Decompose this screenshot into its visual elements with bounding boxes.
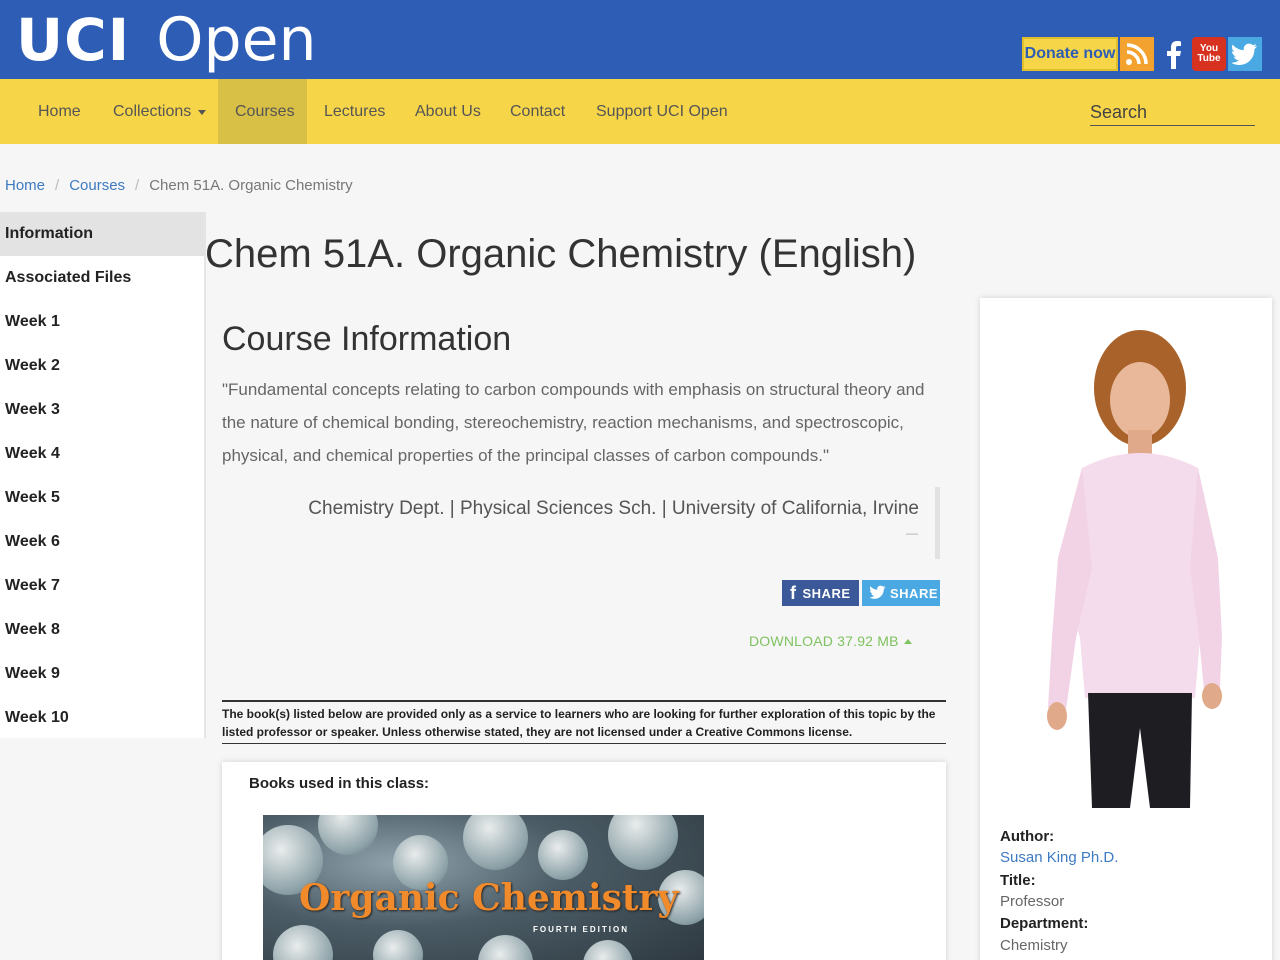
breadcrumb-separator: / xyxy=(55,177,60,194)
download-label: DOWNLOAD 37.92 MB xyxy=(749,633,899,649)
books-title: Books used in this class: xyxy=(249,775,430,792)
book-cover-image[interactable] xyxy=(263,815,704,960)
nav-collections[interactable] xyxy=(113,79,206,144)
sidebar-item-week-1[interactable]: Week 1 xyxy=(5,313,60,330)
book-cover-edition: FOURTH EDITION xyxy=(533,925,629,934)
social-links xyxy=(1022,37,1262,71)
course-description: "Fundamental concepts relating to carbon compounds with emphasis on structural theory and the nature of chemical bonding, stereochemistry, reaction mechanisms, and spectroscopic, physical, and chemical properties of the principal classes of carbon compounds." xyxy=(222,380,925,465)
sidebar-item-week-5[interactable]: Week 5 xyxy=(5,489,60,506)
department-label: Department: xyxy=(1000,915,1089,932)
title-value: Professor xyxy=(1000,893,1065,910)
book-cover-decoration xyxy=(608,815,678,870)
breadcrumb-current: Chem 51A. Organic Chemistry xyxy=(149,177,353,194)
facebook-icon: f xyxy=(790,582,797,603)
main-navigation xyxy=(0,79,1280,144)
sidebar-item-week-3[interactable]: Week 3 xyxy=(5,401,60,418)
breadcrumb-courses[interactable]: Courses xyxy=(69,177,126,194)
nav-courses[interactable]: Courses xyxy=(218,79,307,144)
twitter-share-button[interactable] xyxy=(862,580,940,606)
nav-lectures[interactable]: Lectures xyxy=(324,102,386,120)
nav-home[interactable]: Home xyxy=(38,102,81,120)
rss-icon[interactable] xyxy=(1120,37,1154,71)
breadcrumb xyxy=(5,177,353,194)
nav-about-us[interactable]: About Us xyxy=(415,102,481,120)
title-label: Title: xyxy=(1000,872,1036,889)
department-line: Chemistry Dept. | Physical Sciences Sch. | University of California, Irvine xyxy=(308,498,919,519)
sidebar-item-week-6[interactable]: Week 6 xyxy=(5,533,60,550)
nav-contact[interactable]: Contact xyxy=(510,102,566,120)
youtube-icon-text-you: You xyxy=(1199,43,1219,54)
department-dash: — xyxy=(906,526,918,540)
book-cover-decoration xyxy=(373,930,423,960)
section-title-course-information: Course Information xyxy=(222,320,512,358)
book-cover-decoration xyxy=(583,940,633,960)
book-cover-decoration xyxy=(273,925,333,960)
twitter-icon[interactable] xyxy=(1228,37,1262,71)
nav-collections-label: Collections xyxy=(113,102,192,120)
book-license-notice: The book(s) listed below are provided only as a service to learners who are looking for further exploration of this topic by the listed professor or speaker. Unless otherwise stated, they are not licensed under a Creative Commons license. xyxy=(222,700,946,744)
sidebar-item-week-8[interactable]: Week 8 xyxy=(5,621,60,638)
author-name-link[interactable]: Susan King Ph.D. xyxy=(1000,849,1119,866)
logo-uci-text: UCI xyxy=(16,5,131,74)
download-link[interactable] xyxy=(749,633,912,649)
department-value: Chemistry xyxy=(1000,937,1068,954)
breadcrumb-home[interactable]: Home xyxy=(5,177,46,194)
books-panel xyxy=(222,762,946,960)
chevron-down-icon xyxy=(198,110,206,115)
book-cover-decoration xyxy=(318,815,378,855)
uci-open-logo[interactable] xyxy=(16,0,317,79)
page-title: Chem 51A. Organic Chemistry (English) xyxy=(205,232,917,276)
site-header xyxy=(0,0,1280,79)
search-input[interactable]: Search xyxy=(1090,101,1255,126)
breadcrumb-separator: / xyxy=(135,177,140,194)
logo-open-text: Open xyxy=(156,4,317,75)
sidebar-item-week-7[interactable]: Week 7 xyxy=(5,577,60,594)
book-cover-title: Organic Chemistry xyxy=(299,877,679,919)
share-label: SHARE xyxy=(802,585,851,601)
youtube-icon[interactable] xyxy=(1192,37,1226,71)
sidebar-item-week-2[interactable]: Week 2 xyxy=(5,357,60,374)
author-card xyxy=(980,298,1272,960)
sidebar-item-week-9[interactable]: Week 9 xyxy=(5,665,60,682)
twitter-icon xyxy=(870,583,886,604)
book-cover-decoration xyxy=(463,815,528,870)
author-photo xyxy=(1000,308,1250,808)
sidebar-item-information[interactable]: Information xyxy=(0,212,204,256)
book-cover-decoration xyxy=(538,830,588,880)
share-label: SHARE xyxy=(890,585,939,601)
author-label: Author: xyxy=(1000,828,1055,845)
sidebar-item-associated-files[interactable]: Associated Files xyxy=(5,269,132,286)
caret-up-icon xyxy=(904,639,912,644)
donate-button[interactable]: Donate now xyxy=(1022,37,1118,71)
facebook-share-button[interactable] xyxy=(782,580,859,606)
course-sidebar xyxy=(0,212,206,738)
sidebar-item-week-10[interactable]: Week 10 xyxy=(5,709,69,726)
nav-support[interactable]: Support UCI Open xyxy=(596,102,728,120)
facebook-icon[interactable] xyxy=(1156,37,1190,71)
scroll-indicator xyxy=(935,487,940,559)
book-cover-decoration xyxy=(478,935,533,960)
sidebar-item-week-4[interactable]: Week 4 xyxy=(5,445,60,462)
youtube-icon-text-tube: Tube xyxy=(1197,53,1221,64)
